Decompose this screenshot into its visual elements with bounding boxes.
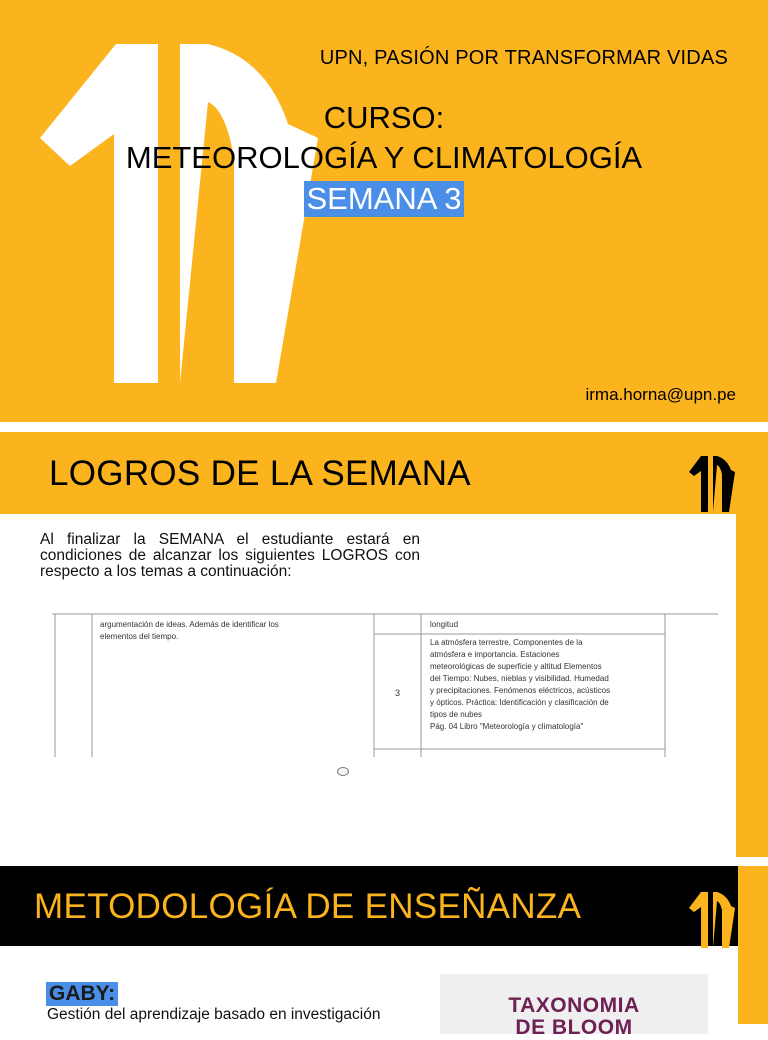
goals-header: [0, 432, 768, 514]
author-email[interactable]: irma.horna@upn.pe: [585, 385, 736, 404]
radio-button[interactable]: [337, 767, 349, 776]
bloom-taxonomy-card: [440, 974, 708, 1039]
side-bar: [738, 866, 768, 1024]
goals-title: LOGROS DE LA SEMANA: [49, 454, 471, 493]
intro-line-2: condiciones de alcanzar los siguientes LOGROS con: [40, 547, 420, 564]
content-line-3: meteorológicas de superficie y altitud Elementos: [430, 662, 602, 671]
upn-arrows-logo-icon: [688, 454, 736, 512]
course-label: CURSO:: [323, 100, 445, 135]
intro-line-1: Al finalizar la SEMANA el estudiante estará en: [40, 531, 420, 548]
syllabus-table: [52, 612, 718, 757]
week-number-cell: 3: [395, 688, 401, 698]
title-slide: [0, 0, 768, 422]
content-line-7: tipos de nubes: [430, 710, 483, 719]
left-cell-line-1: argumentación de ideas. Además de identificar los: [100, 620, 279, 629]
week-badge: SEMANA 3: [306, 181, 462, 216]
content-line-1: La atmósfera terrestre, Componentes de la: [430, 638, 583, 647]
methodology-description: Gestión del aprendizaje basado en investigación: [47, 1006, 381, 1023]
content-line-4: del Tiempo: Nubes, nieblas y visibilidad. Humedad: [430, 674, 609, 683]
methodology-title: METODOLOGÍA DE ENSEÑANZA: [34, 887, 582, 926]
intro-line-3: respecto a los temas a continuación:: [40, 563, 292, 580]
author-label: GABY:: [46, 982, 118, 1006]
content-line-2: atmósfera e importancia. Estaciones: [430, 650, 560, 659]
methodology-slide: [0, 866, 768, 1039]
content-line-8: Pág. 04 Libro "Meteorología y climatología": [430, 722, 584, 731]
card-line-1: TAXONOMIA: [508, 994, 640, 1017]
methodology-header: [0, 866, 738, 946]
top-right-cell: longitud: [430, 620, 459, 629]
card-line-2: DE BLOOM: [515, 1016, 633, 1039]
tagline: UPN, PASIÓN POR TRANSFORMAR VIDAS: [319, 47, 728, 69]
week-wrap: [0, 181, 768, 217]
left-cell-line-2: elementos del tiempo.: [100, 632, 179, 641]
goals-slide: [0, 432, 768, 857]
content-line-5: y precipitaciones. Fenómenos eléctricos, acústicos: [430, 686, 611, 695]
side-bar: [736, 514, 768, 857]
goals-intro: [40, 532, 420, 580]
content-line-6: y ópticos. Práctica: Identificación y clasificación de: [430, 698, 609, 707]
course-name: METEOROLOGÍA Y CLIMATOLOGÍA: [125, 140, 643, 175]
upn-arrows-logo-icon: [688, 890, 736, 948]
